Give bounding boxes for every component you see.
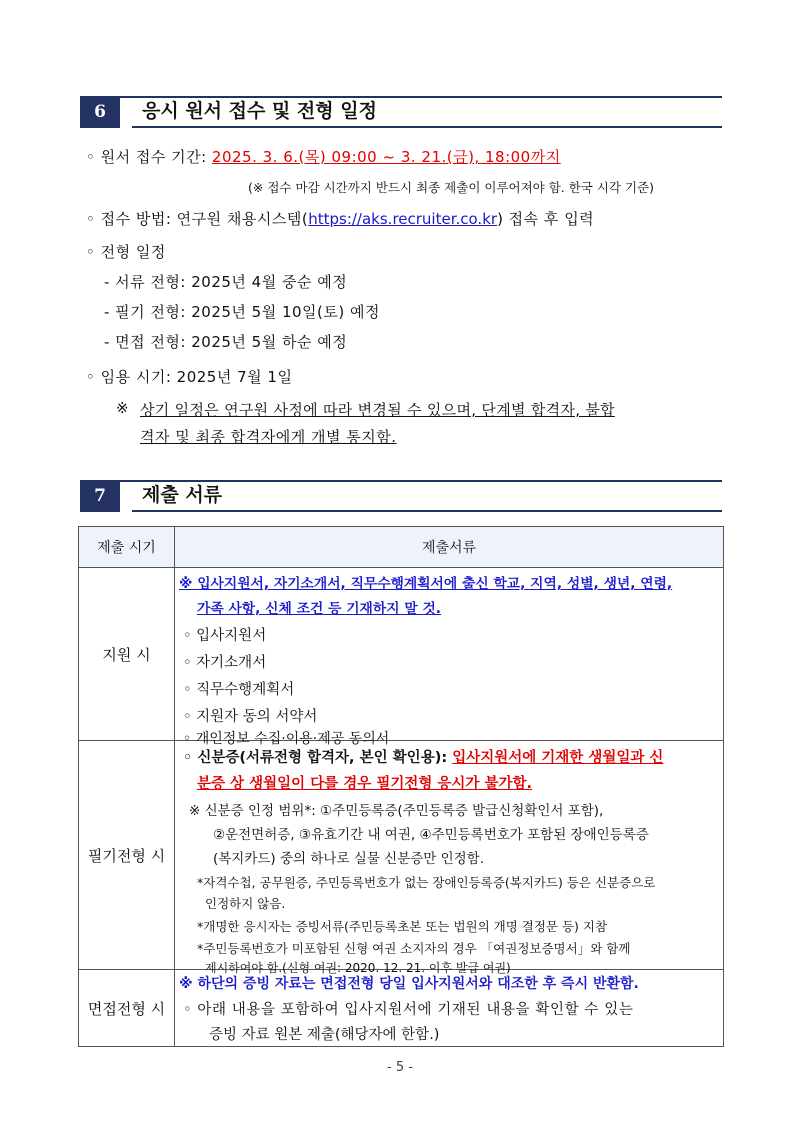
row-docs-interview [175,970,724,1047]
row-time-interview: 면접전형 시 [79,970,175,1047]
section-7-header [80,480,722,512]
period-value: 2025. 3. 6.(목) 09:00 ~ 3. 21.(금), 18:00까지 [211,148,561,166]
footnote-3b: 제시하여야 함.(신형 여권: 2020. 12. 21. 이후 발급 여권) [205,961,511,975]
id-range-line-3: (복지카드) 중의 하나로 실물 신분증만 인정함. [213,851,485,867]
section-6-header [80,96,722,128]
footnote-3a: *주민등록번호가 미포함된 신형 여권 소지자의 경우 「여권정보증명서」와 함께 [197,941,631,956]
id-warning-1: 입사지원서에 기재한 생월일과 신 [452,750,664,766]
list-item: ◦ 직무수행계획서 [183,682,295,698]
page-number: - 5 - [387,1060,413,1075]
period-note: (※ 접수 마감 시간까지 반드시 최종 제출이 이루어져야 함. 한국 시각 기준) [248,180,655,195]
id-range-line-2: ②운전면허증, ③유효기간 내 여권, ④주민등록번호가 포함된 장애인등록증 [213,827,649,843]
interview-line-1: ◦ 아래 내용을 포함하여 입사지원서에 기재된 내용을 확인할 수 있는 [183,1002,634,1018]
row-time-written: 필기전형 시 [79,741,175,970]
footnote-1b: 인정하지 않음. [205,896,286,911]
row-docs-apply [175,568,724,747]
list-item: ◦ 입사지원서 [183,628,267,644]
schedule-item-written: - 필기 전형: 2025년 5월 10일(토) 예정 [104,303,380,321]
submission-documents-table [78,526,724,1047]
application-method [86,208,594,229]
application-period [86,146,561,167]
notice-mark: ※ [116,399,130,417]
period-label: ◦ 원서 접수 기간: [86,148,212,166]
id-range-line-1: ※ 신분증 인정 범위*: ①주민등록증(주민등록증 발급신청확인서 포함), [189,803,604,819]
recruit-site-link[interactable]: https://aks.recruiter.co.kr [308,210,498,228]
id-line-1 [183,746,663,767]
header-submission-time: 제출 시기 [79,527,175,568]
footnote-2: *개명한 응시자는 증빙서류(주민등록초본 또는 법원의 개명 결정문 등) 지참 [197,919,608,934]
section-number: 6 [80,96,120,128]
method-prefix: ◦ 접수 방법: 연구원 채용시스템( [86,210,309,228]
section-number: 7 [80,480,120,512]
appointment-date: ◦ 임용 시기: 2025년 7월 1일 [86,368,293,386]
notice-line-1: 상기 일정은 연구원 사정에 따라 변경될 수 있으며, 단계별 합격자, 불합 [140,401,615,419]
notice-line-2: 격자 및 최종 합격자에게 개별 통지함. [140,428,397,446]
header-documents: 제출서류 [175,527,724,568]
table-row [79,568,724,741]
interview-line-2: 증빙 자료 원본 제출(해당자에 한함.) [209,1027,440,1043]
row-docs-written [175,741,724,975]
id-warning-2: 분증 상 생월일이 다를 경우 필기전형 응시가 불가함. [197,776,532,792]
schedule-item-document: - 서류 전형: 2025년 4월 중순 예정 [104,273,348,291]
apply-warning-line-1: ※ 입사지원서, 자기소개서, 직무수행계획서에 출신 학교, 지역, 성별, 생년, 연령, [179,576,673,592]
schedule-label: ◦ 전형 일정 [86,243,166,261]
list-item: ◦ 개인정보 수집·이용·제공 동의서 [183,731,390,747]
table-row [79,970,724,1047]
row-time-apply: 지원 시 [79,568,175,741]
table-row [79,741,724,970]
section-title: 제출 서류 [142,484,223,506]
id-prefix: ◦ 신분증(서류전형 합격자, 본인 확인용): [183,750,453,766]
list-item: ◦ 지원자 동의 서약서 [183,709,318,725]
section-title: 응시 원서 접수 및 전형 일정 [142,100,377,122]
footnote-1a: *자격수첩, 공무원증, 주민등록번호가 없는 장애인등록증(복지카드) 등은 신분증으로 [197,875,656,890]
list-item: ◦ 자기소개서 [183,655,267,671]
interview-warning: ※ 하단의 증빙 자료는 면접전형 당일 입사지원서와 대조한 후 즉시 반환함. [179,976,639,992]
table-header-row [79,527,724,568]
method-suffix: ) 접속 후 입력 [497,210,595,228]
apply-warning-line-2: 가족 사항, 신체 조건 등 기재하지 말 것. [197,601,442,617]
header-rule-bottom [132,126,722,128]
header-rule-bottom [132,510,722,512]
schedule-item-interview: - 면접 전형: 2025년 5월 하순 예정 [104,333,348,351]
